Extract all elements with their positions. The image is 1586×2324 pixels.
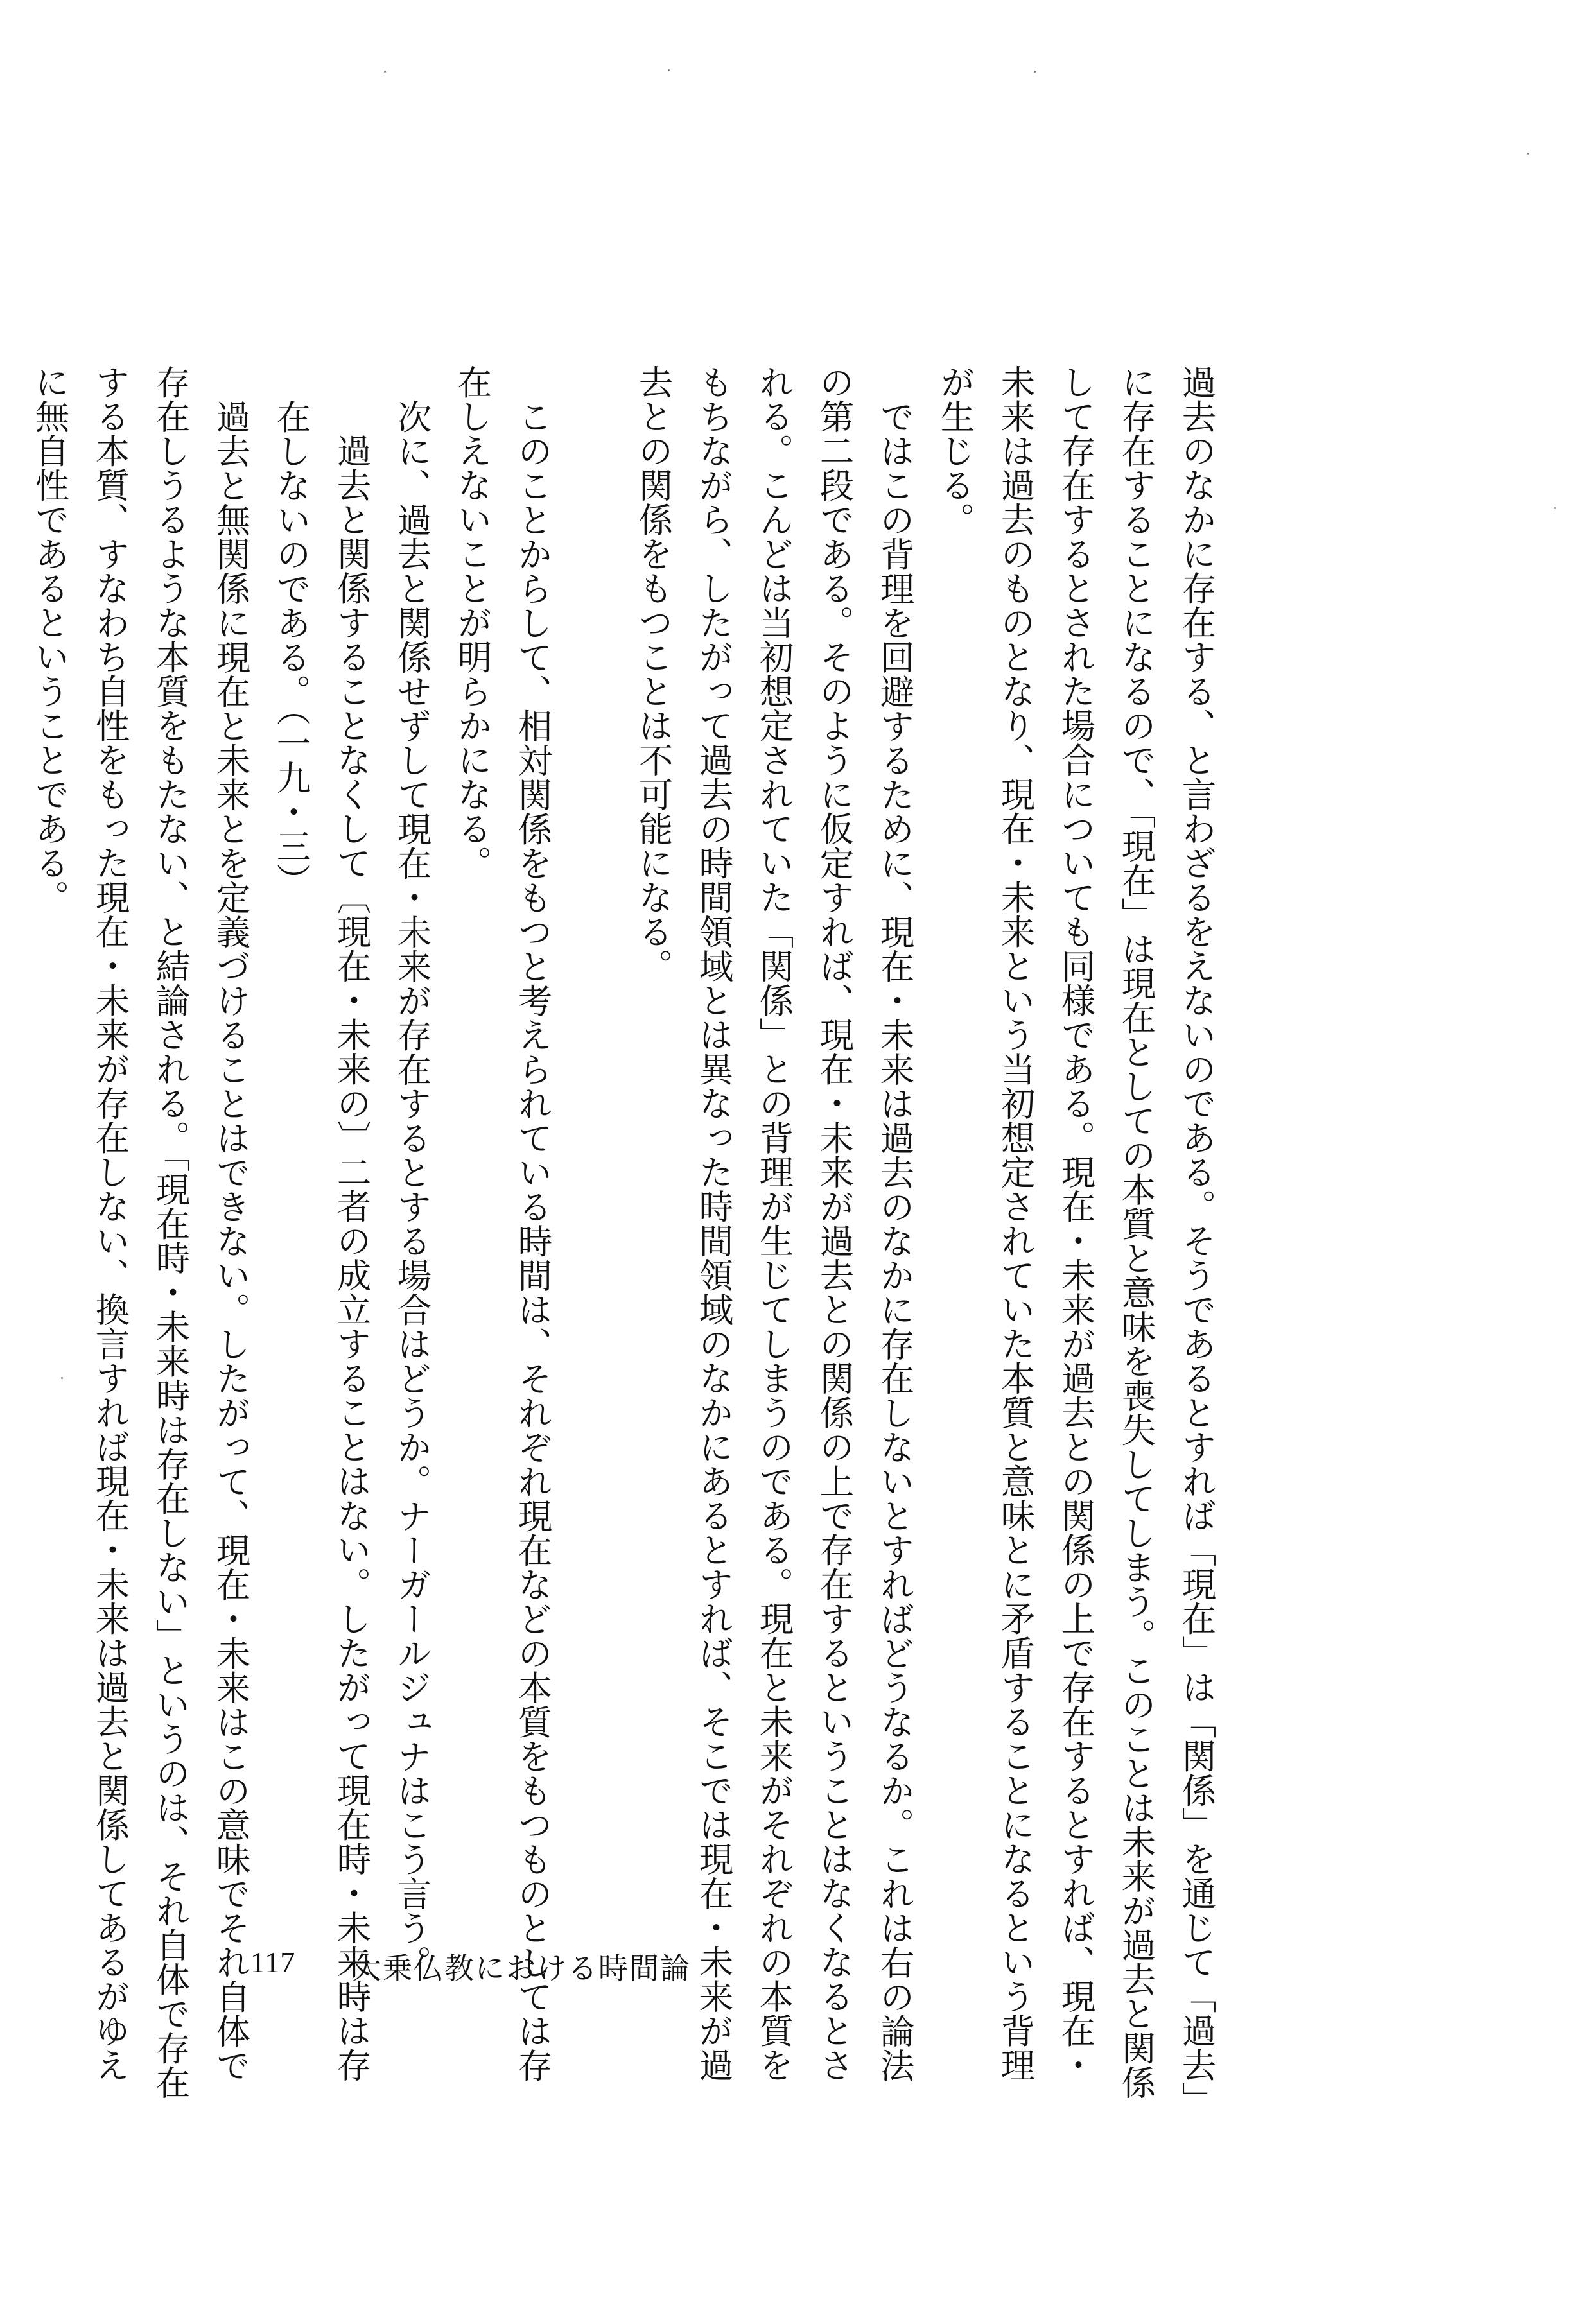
page-number: 117: [250, 1946, 296, 1979]
quote-line-2: 在しないのである。（一九・三）: [271, 399, 311, 898]
text-line-5: が生じる。: [935, 365, 975, 537]
scan-speck: [668, 69, 670, 71]
text-line-15: 存在しうるような本質をもたない、と結論される。「現在時・未来時は存在しない」というのは、それ自体で存在: [150, 365, 191, 2099]
page-footer: [0, 1945, 771, 1990]
text-line-10: 去との関係をもつことは不可能になる。: [633, 365, 674, 983]
text-line-16: する本質、すなわち自性をもった現在・未来が存在しない、換言すれば現在・未来は過去と関係してあるがゆえ: [90, 365, 130, 2082]
text-line-13: 次に、過去と関係せずして現在・未来が存在するとする場合はどうか。ナーガールジュナはこう言う。: [392, 399, 432, 1979]
text-line-8: れる。こんどは当初想定されていた「関係」との背理が生じてしまうのである。現在と未来がそれぞれの本質を: [754, 365, 794, 2082]
scan-speck: [1554, 507, 1556, 509]
scan-speck: [1034, 71, 1036, 73]
scan-speck: [1527, 153, 1529, 155]
text-line-1: 過去のなかに存在する、と言わざるをえないのである。そうであるとすれば「現在」は「関係」を通じて「過去」: [1176, 365, 1217, 2117]
text-line-7: の第二段である。そのように仮定すれば、現在・未来が過去との関係の上で存在するということはなくなるとさ: [814, 365, 855, 2082]
running-title: 大乗仏教における時間論: [352, 1951, 691, 1986]
text-line-11: このことからして、相対関係をもつと考えられている時間は、それぞれ現在などの本質をもつものとしては存: [512, 399, 553, 2082]
text-line-3: して存在するとされた場合についても同様である。現在・未来が過去との関係の上で存在するとすれば、現在・: [1056, 365, 1096, 2082]
quote-line-1: 過去と関係することなくして〔現在・未来の〕二者の成立することはない。したがって現在時・未来時は存: [331, 433, 372, 2082]
text-line-2: に存在することになるので、「現在」は現在としての本質と意味を喪失してしまう。このことは未来が過去と関係: [1116, 365, 1156, 2099]
text-line-12: 在しえないことが明らかになる。: [452, 365, 492, 880]
text-line-14: 過去と無関係に現在と未来とを定義づけることはできない。したがって、現在・未来はこの意味でそれ自体で: [211, 399, 251, 2082]
scan-speck: [384, 71, 386, 73]
paragraph-gap: [562, 365, 623, 1905]
text-line-9: もちながら、したがって過去の時間領域とは異なった時間領域のなかにあるとすれば、そこでは現在・未来が過: [693, 365, 734, 2082]
text-line-17: に無自性であるということである。: [30, 365, 70, 914]
text-line-6: ではこの背理を回避するために、現在・未来は過去のなかに存在しないとすればどうなるか。これは右の論法: [875, 399, 915, 2082]
text-line-4: 未来は過去のものとなり、現在・未来という当初想定されていた本質と意味とに矛盾することになるという背理: [995, 365, 1036, 2082]
